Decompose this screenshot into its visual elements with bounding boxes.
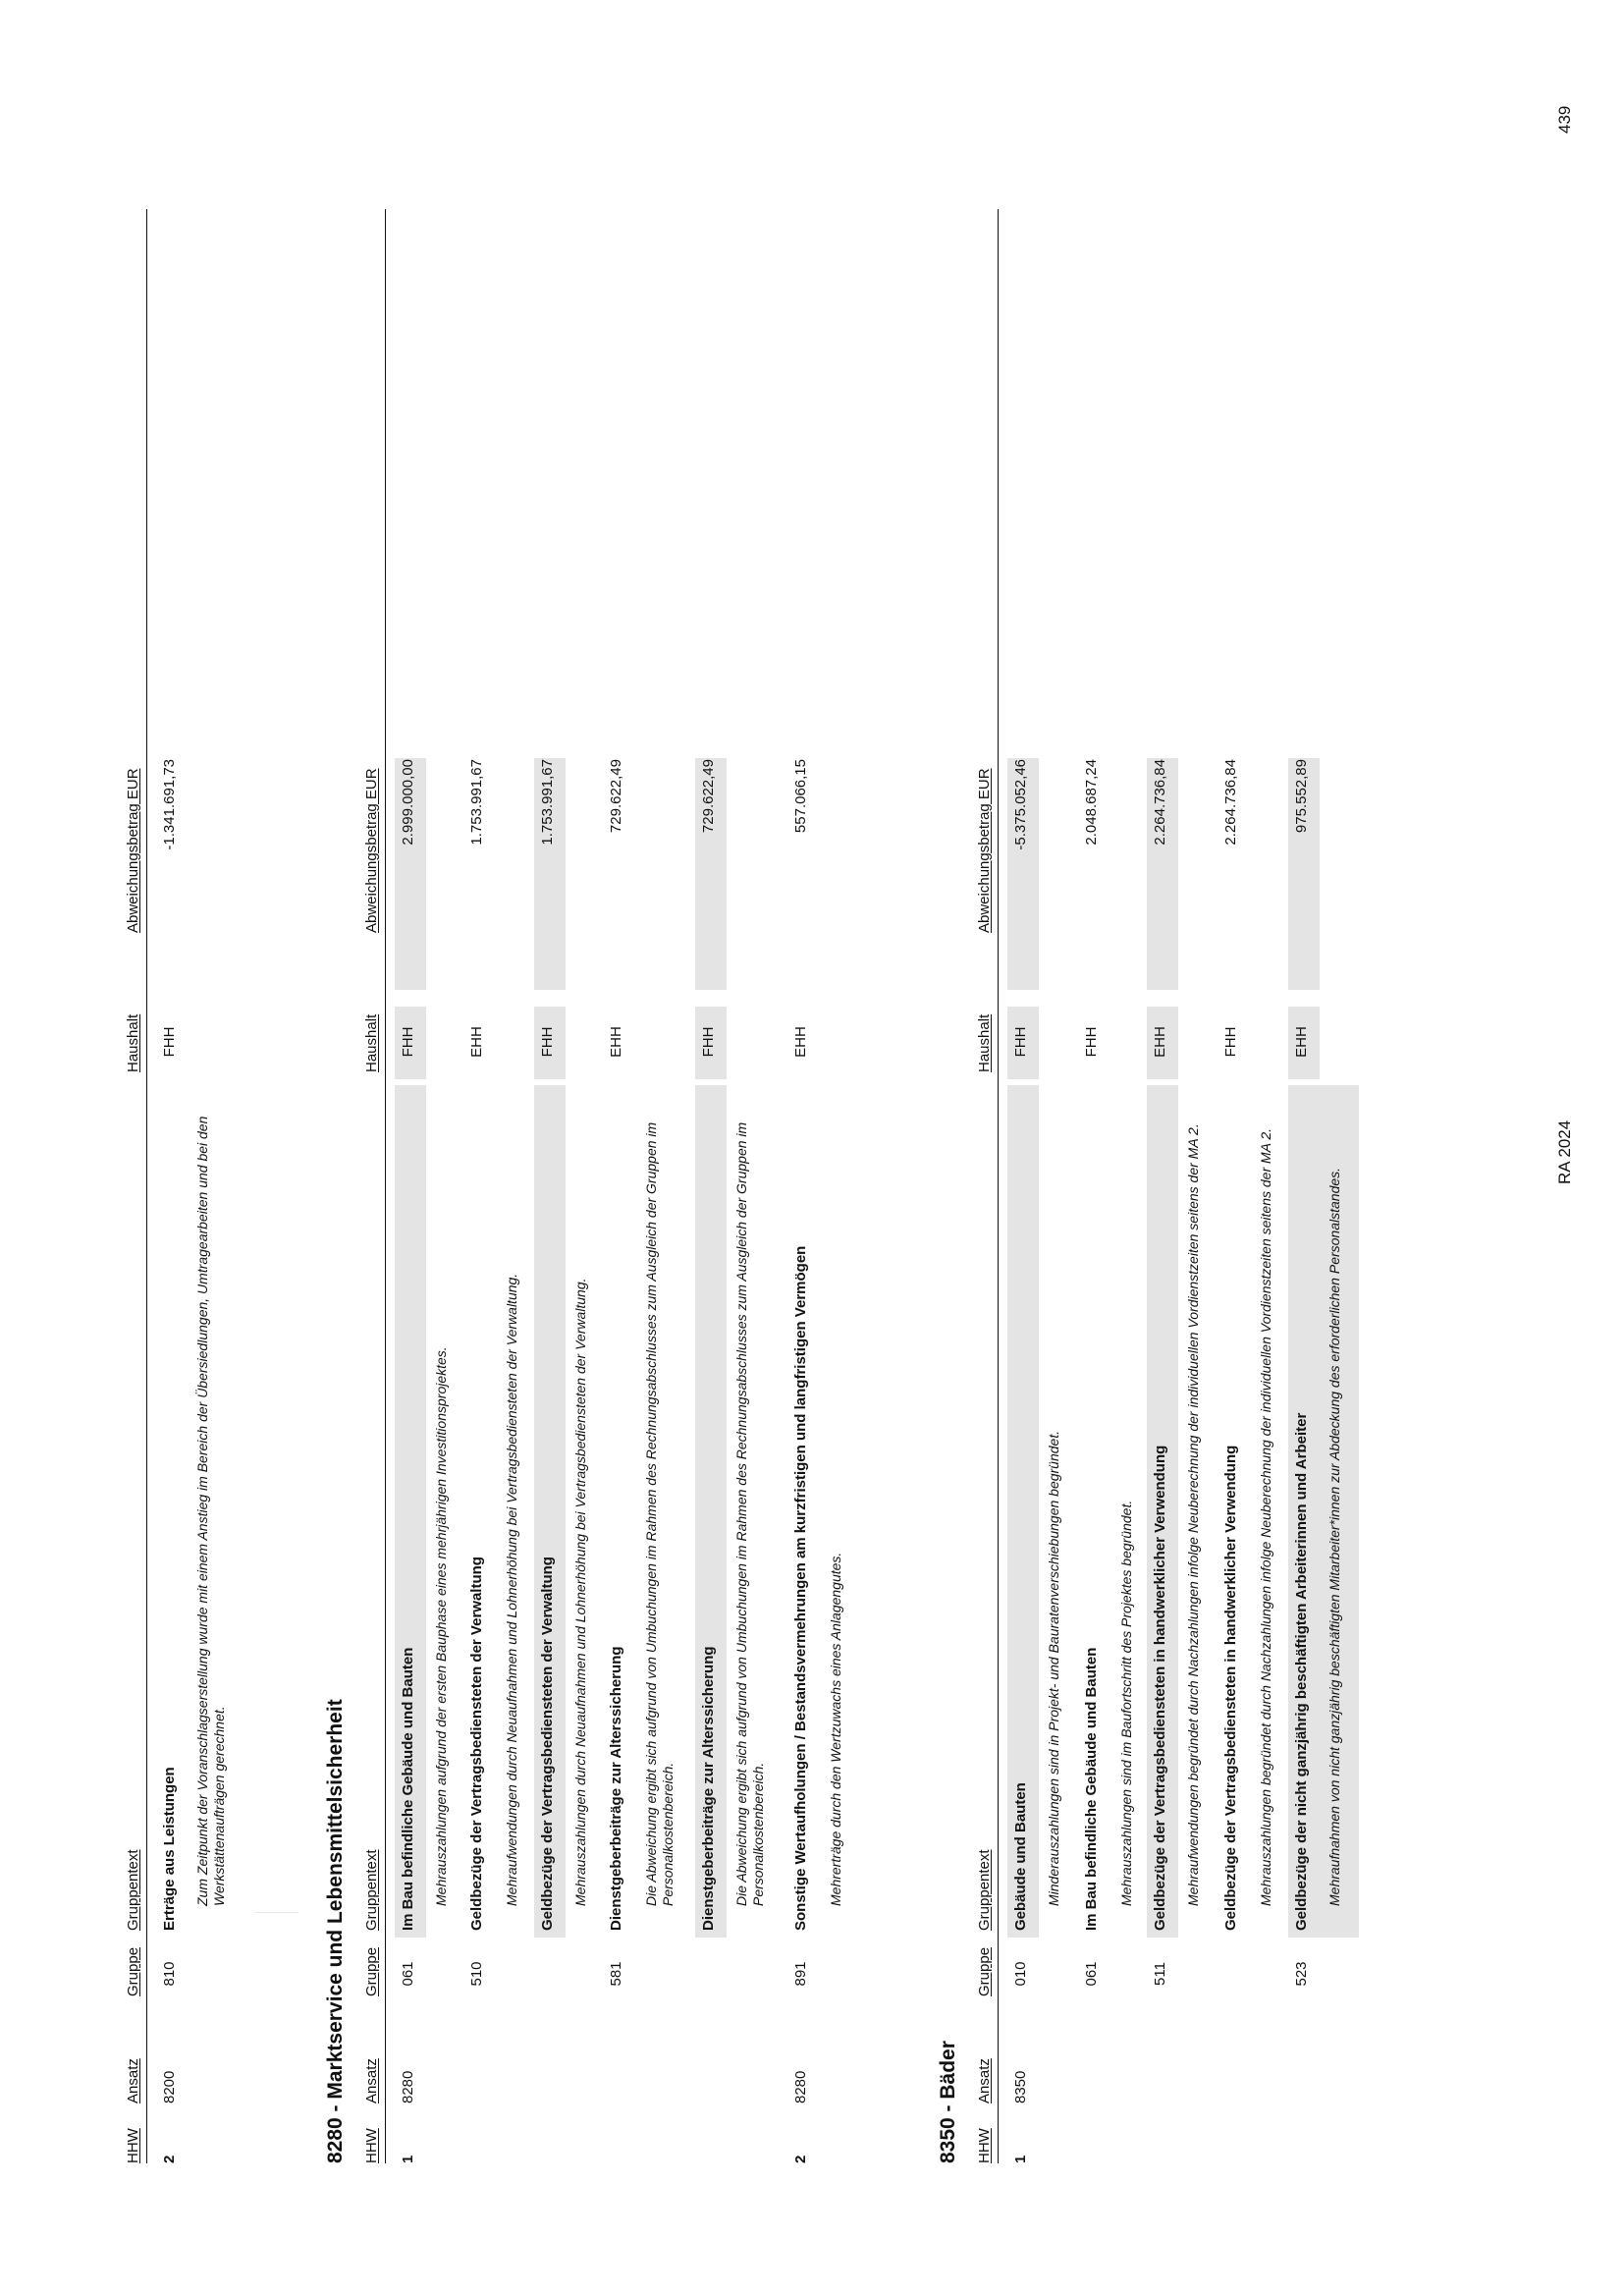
page-number: 439 xyxy=(1555,105,1574,134)
cell-hhw: 1 xyxy=(1012,2155,1029,2163)
col-ansatz: Ansatz xyxy=(125,2058,141,2103)
cell-ansatz: 8200 xyxy=(161,2070,178,2103)
table-row xyxy=(1288,209,1363,2163)
cell-betrag: 2.264.736,84 xyxy=(1152,759,1168,846)
cell-betrag: 975.552,89 xyxy=(1293,759,1310,834)
table-row xyxy=(1078,209,1147,2163)
col-ansatz: Ansatz xyxy=(363,2058,380,2103)
table-row xyxy=(463,209,534,2163)
col-gruppe: Gruppe xyxy=(363,1946,380,1996)
row-note: Die Abweichung ergibt sich aufgrund von Umbuchungen im Rahmen des Rechnungsabschlusses zum Ausgleich der Gruppen im Personalkostenbereich. xyxy=(643,1121,676,1906)
row-note: Mehraufnahmen von nicht ganzjährig beschäftigten Mitarbeiter*innen zur Abdeckung des erforderlichen Personalstandes. xyxy=(1326,1167,1342,1906)
col-gruppentext: Gruppentext xyxy=(125,1849,141,1931)
table-row xyxy=(1007,209,1078,2163)
table-row xyxy=(695,209,787,2163)
cell-gruppe: 891 xyxy=(792,1961,809,1987)
col-gruppe: Gruppe xyxy=(976,1946,993,1996)
table-body xyxy=(156,209,266,2163)
row-note: Mehraufwendungen durch Neuaufnahmen und Lohnerhöhung bei Vertragsbediensteten der Verwaltung. xyxy=(504,1273,519,1906)
table-body xyxy=(395,209,866,2163)
col-abweichung: Abweichungsbetrag EUR xyxy=(363,768,380,933)
cell-haushalt: EHH xyxy=(1293,1026,1310,1058)
cell-haushalt: EHH xyxy=(792,1026,809,1058)
col-ansatz: Ansatz xyxy=(976,2058,993,2103)
cell-haushalt: FHH xyxy=(539,1026,556,1058)
cell-gruppentext: Geldbezüge der nicht ganzjährig beschäftigten Arbeiterinnen und Arbeiter xyxy=(1293,1412,1310,1931)
row-note: Mehrerträge durch den Wertzuwachs eines Anlagengutes. xyxy=(828,1552,843,1906)
cell-betrag: 1.753.991,67 xyxy=(539,759,556,846)
cell-haushalt: EHH xyxy=(468,1026,485,1058)
cell-hhw: 1 xyxy=(400,2155,416,2163)
cell-hhw: 2 xyxy=(161,2155,178,2163)
cell-betrag: 729.622,49 xyxy=(608,759,624,834)
cell-gruppentext: Im Bau befindliche Gebäude und Bauten xyxy=(1083,1647,1100,1931)
cell-betrag: 557.066,15 xyxy=(792,759,809,834)
table-row xyxy=(1147,209,1218,2163)
table-header xyxy=(361,209,386,2163)
cell-haushalt: FHH xyxy=(700,1026,717,1058)
cell-betrag: 2.999.000,00 xyxy=(400,759,416,846)
cell-gruppe: 511 xyxy=(1152,1962,1168,1986)
cell-gruppe: 810 xyxy=(161,1961,178,1987)
col-hhw: HHW xyxy=(976,2128,993,2163)
cell-ansatz: 8350 xyxy=(1012,2070,1029,2103)
cell-gruppentext: Erträge aus Leistungen xyxy=(161,1767,178,1931)
cell-gruppe: 010 xyxy=(1012,1961,1029,1987)
row-note: Mehraufwendungen begründet durch Nachzahlungen infolge Neuberechnung der individuellen Vordienstzeiten seitens der MA 2. xyxy=(1185,1123,1201,1906)
cell-gruppentext: Geldbezüge der Vertragsbediensteten in handwerklicher Verwendung xyxy=(1222,1445,1239,1931)
cell-gruppentext: Geldbezüge der Vertragsbediensteten der Verwaltung xyxy=(539,1557,556,1931)
section-title: 8280 - Marktservice und Lebensmittelsicherheit xyxy=(324,1699,347,2163)
cell-ansatz: 8280 xyxy=(792,2070,809,2103)
col-gruppentext: Gruppentext xyxy=(976,1849,993,1931)
cell-gruppentext: Sonstige Wertaufholungen / Bestandsvermehrungen am kurzfristigen und langfristigen Vermögen xyxy=(792,1245,809,1931)
row-note: Mehrauszahlungen begründet durch Nachzahlungen infolge Neuberechnung der individuellen Vordienstzeiten seitens der MA 2. xyxy=(1258,1127,1273,1906)
row-note: Minderauszahlungen sind in Projekt- und Bauratenverschiebungen begründet. xyxy=(1046,1430,1061,1906)
table-row xyxy=(603,209,695,2163)
cell-betrag: -1.341.691,73 xyxy=(161,759,178,850)
table-header xyxy=(974,209,999,2163)
col-haushalt: Haushalt xyxy=(125,1013,141,1072)
row-note: Zum Zeitpunkt der Voranschlagserstellung wurde mit einem Anstieg im Bereich der Übersiedlungen, Umtragearbeiten und bei den Werkstättenaufträgen gerechnet. xyxy=(194,1116,227,1906)
row-note: Mehrauszahlungen sind im Baufortschritt des Projektes begründet. xyxy=(1118,1500,1134,1906)
cell-gruppentext: Geldbezüge der Vertragsbediensteten in handwerklicher Verwendung xyxy=(1152,1445,1168,1931)
cell-gruppe: 523 xyxy=(1293,1961,1310,1987)
row-note: Mehrauszahlungen durch Neuaufnahmen und Lohnerhöhung bei Vertragsbediensteten der Verwaltung. xyxy=(572,1278,588,1906)
cell-haushalt: FHH xyxy=(1083,1026,1100,1058)
cell-betrag: 2.048.687,24 xyxy=(1083,759,1100,846)
cell-haushalt: FHH xyxy=(1222,1026,1239,1058)
cell-betrag: 1.753.991,67 xyxy=(468,759,485,846)
col-hhw: HHW xyxy=(363,2128,380,2163)
col-hhw: HHW xyxy=(125,2128,141,2163)
cell-gruppe: 061 xyxy=(1083,1961,1100,1987)
row-note: Die Abweichung ergibt sich aufgrund von Umbuchungen im Rahmen des Rechnungsabschlusses zum Ausgleich der Gruppen im Personalkostenbereich. xyxy=(733,1121,766,1906)
cell-haushalt: FHH xyxy=(400,1026,416,1058)
cell-gruppentext: Dienstgeberbeiträge zur Alterssicherung xyxy=(608,1646,624,1931)
cell-gruppentext: Geldbezüge der Vertragsbediensteten der Verwaltung xyxy=(468,1557,485,1931)
table-row xyxy=(156,209,266,2163)
col-abweichung: Abweichungsbetrag EUR xyxy=(125,768,141,933)
footer-text: RA 2024 xyxy=(1555,1120,1574,1184)
table-body xyxy=(1007,209,1363,2163)
table-header xyxy=(123,209,147,2163)
cell-gruppentext: Dienstgeberbeiträge zur Alterssicherung xyxy=(700,1646,717,1931)
cell-gruppentext: Gebäude und Bauten xyxy=(1012,1782,1029,1931)
cell-haushalt: EHH xyxy=(1152,1026,1168,1058)
cell-haushalt: FHH xyxy=(1012,1026,1029,1058)
col-abweichung: Abweichungsbetrag EUR xyxy=(976,768,993,933)
cell-haushalt: EHH xyxy=(608,1026,624,1058)
cell-betrag: -5.375.052,46 xyxy=(1012,759,1029,850)
col-gruppe: Gruppe xyxy=(125,1946,141,1996)
cell-haushalt: FHH xyxy=(161,1026,178,1058)
section-title: 8350 - Bäder xyxy=(937,2041,959,2163)
cell-ansatz: 8280 xyxy=(400,2070,416,2103)
cell-gruppe: 061 xyxy=(400,1961,416,1987)
cell-gruppe: 510 xyxy=(468,1961,485,1987)
col-haushalt: Haushalt xyxy=(976,1013,993,1072)
cell-betrag: 2.264.736,84 xyxy=(1222,759,1239,846)
row-note: Mehrauszahlungen aufgrund der ersten Bauphase eines mehrjährigen Investitionsprojektes. xyxy=(433,1346,449,1906)
cell-betrag: 729.622,49 xyxy=(700,759,717,834)
cell-gruppentext: Im Bau befindliche Gebäude und Bauten xyxy=(400,1647,416,1931)
cell-hhw: 2 xyxy=(792,2155,809,2163)
guide-line xyxy=(255,1912,298,1913)
table-row xyxy=(787,209,866,2163)
table-row xyxy=(1218,209,1288,2163)
table-row xyxy=(395,209,463,2163)
col-gruppentext: Gruppentext xyxy=(363,1849,380,1931)
cell-gruppe: 581 xyxy=(608,1961,624,1987)
table-row xyxy=(534,209,603,2163)
col-haushalt: Haushalt xyxy=(363,1013,380,1072)
